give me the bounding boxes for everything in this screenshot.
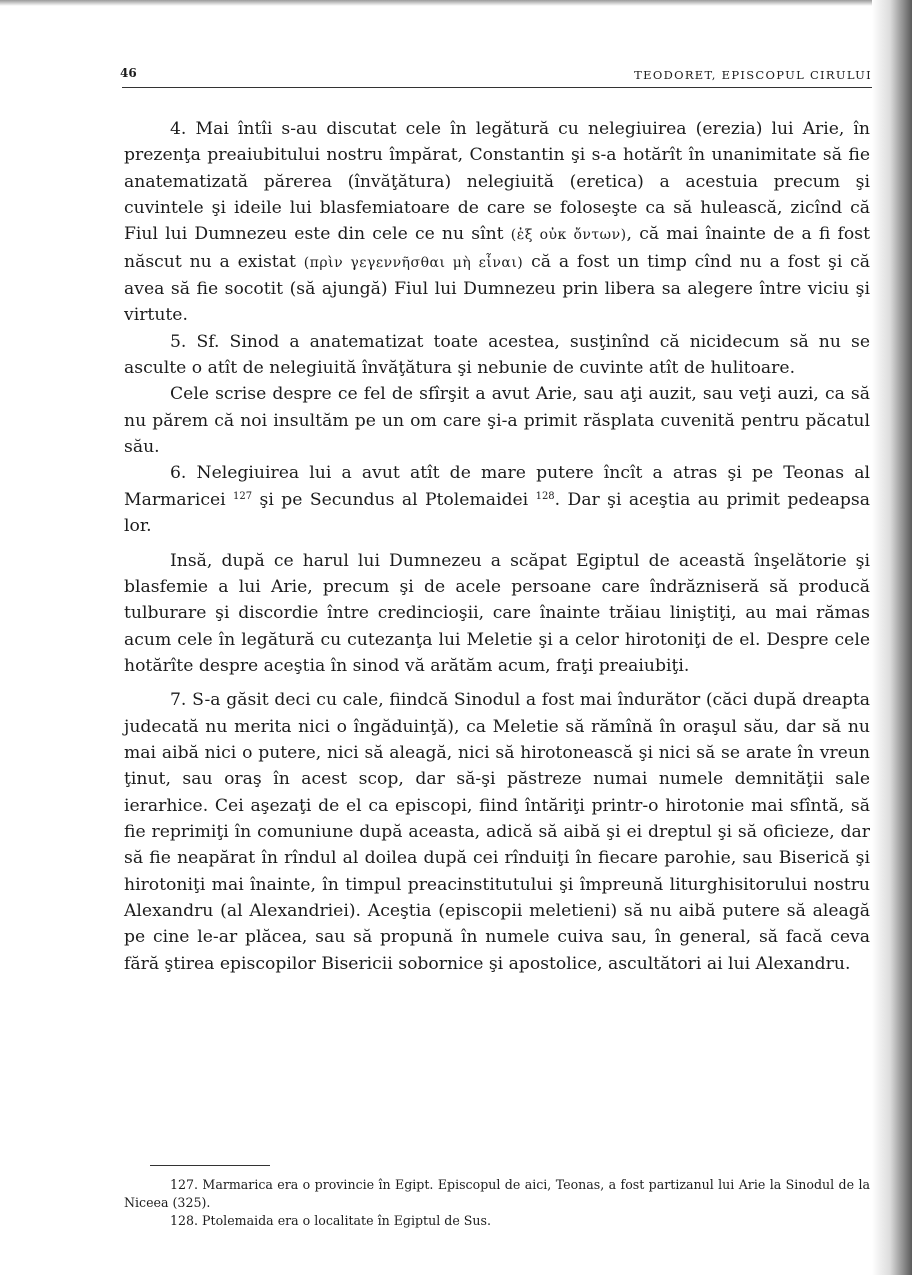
greek-phrase-2: (πρὶν γεγεννῆσθαι μὴ εἶναι) bbox=[303, 254, 524, 271]
scan-top-shadow bbox=[0, 0, 912, 6]
page-number: 46 bbox=[120, 66, 137, 80]
paragraph-4-text-c: că a fost un timp cînd nu a fost şi că avea să fie socotit (să ajungă) Fiul lui Dumnezeu prin libera sa alegere între viciu şi virtute. bbox=[124, 251, 871, 326]
paragraph-arie-end: Cele scrise despre ce fel de sfîrşit a avut Arie, sau aţi auzit, sau veţi auzi, ca să nu părem că noi insultăm pe un om care şi-a primit răsplata cuvenită pentru păcatul său. bbox=[124, 384, 870, 458]
paragraph-6 bbox=[124, 460, 870, 539]
paragraph-6-text-c: . Dar şi aceştia au primit pedeapsa lor. bbox=[124, 489, 871, 537]
header-rule bbox=[122, 87, 872, 88]
paragraph-4 bbox=[124, 116, 870, 329]
paragraph-5: 5. Sf. Sinod a anatematizat toate acestea, susţinînd că nicidecum să nu se asculte o atît de nelegiuită învăţătura şi nebunie de cuvinte atît de hulitoare. bbox=[124, 331, 870, 379]
paragraph-meletie: Insă, după ce harul lui Dumnezeu a scăpat Egiptul de această înşelătorie şi blasfemie a lui Arie, precum şi de acele persoane care îndrăzniseră să producă tulburare şi discordie între credincioşii, care înainte trăiau liniştiţi, au mai rămas acum cele în legătură cu cutezanţa lui Meletie şi a celor hirotoniţi de el. Despre cele hotărîte despre aceştia în sinod vă arătăm acum, fraţi preaiubiţi. bbox=[124, 550, 870, 676]
paragraph-4-text: 4. Mai întîi s-au discutat cele în legătură cu nelegiuirea (erezia) lui Arie, în prezenţa preaiubitului nostru împărat, Constantin şi s-a hotărît în unanimitate să fie anatematizată părerea (învăţătura) nelegiuită (eretica) a acestuia precum şi cuvintele şi ideile lui blasfemiatoare de care se foloseşte ca să hulească, zicînd că Fiul lui Dumnezeu este din cele ce nu sînt bbox=[124, 119, 870, 245]
page-header bbox=[120, 64, 872, 86]
scan-right-shadow bbox=[872, 0, 912, 1275]
footnote-128: 128. Ptolemaida era o localitate în Egiptul de Sus. bbox=[170, 1213, 491, 1228]
footnotes bbox=[124, 1176, 870, 1230]
paragraph-6-text-b: şi pe Secundus al Ptolemaidei bbox=[259, 489, 529, 510]
running-head: TEODORET, EPISCOPUL CIRULUI bbox=[634, 68, 872, 82]
greek-phrase-1: (ἐξ οὐκ ὄντων) bbox=[510, 227, 627, 244]
paragraph-4-text-b: , că mai înainte de a fi fost născut nu a existat bbox=[124, 224, 870, 272]
footnote-ref-127[interactable]: 127 bbox=[233, 490, 253, 502]
body-text bbox=[124, 116, 870, 977]
footnote-127: 127. Marmarica era o provincie în Egipt. Episcopul de aici, Teonas, a fost partizanul lui Arie la Sinodul de la Niceea (325). bbox=[124, 1177, 870, 1210]
footnote-ref-128[interactable]: 128 bbox=[535, 490, 555, 502]
paragraph-7: 7. S-a găsit deci cu cale, fiindcă Sinodul a fost mai îndurător (căci după dreapta judecată nu merita nici o îngăduinţă), ca Meletie să rămînă în oraşul său, dar să nu mai aibă nici o putere, nici să aleagă, nici să hirotonească şi nici să se arate în vreun ţinut, sau oraş în acest scop, dar să-şi păstreze numai numele demnităţii sale ierarhice. Cei aşezaţi de el ca episcopi, fiind întăriţi printr-o hirotonie mai sfîntă, să fie reprimiţi în comuniune după aceasta, adică să aibă şi ei dreptul şi să oficieze, dar să fie neapărat în rîndul al doilea după cei rînduiţi în fiecare parohie, sau Biserică şi hirotoniţi mai înainte, în timpul preacinstitutului şi împreună liturghisitorului nostru Alexandru (al Alexandriei). Aceştia (episcopii meletieni) să nu aibă putere să aleagă pe cine le-ar plăcea, sau să propună în numele cuiva sau, în general, să facă ceva fără ştirea episcopilor Bisericii sobornice şi apostolice, ascultători ai lui Alexandru. bbox=[124, 690, 870, 974]
footnote-rule bbox=[150, 1165, 270, 1166]
paragraph-6-text: 6. Nelegiuirea lui a avut atît de mare putere încît a atras şi pe Teonas al Marmaricei bbox=[124, 463, 870, 510]
